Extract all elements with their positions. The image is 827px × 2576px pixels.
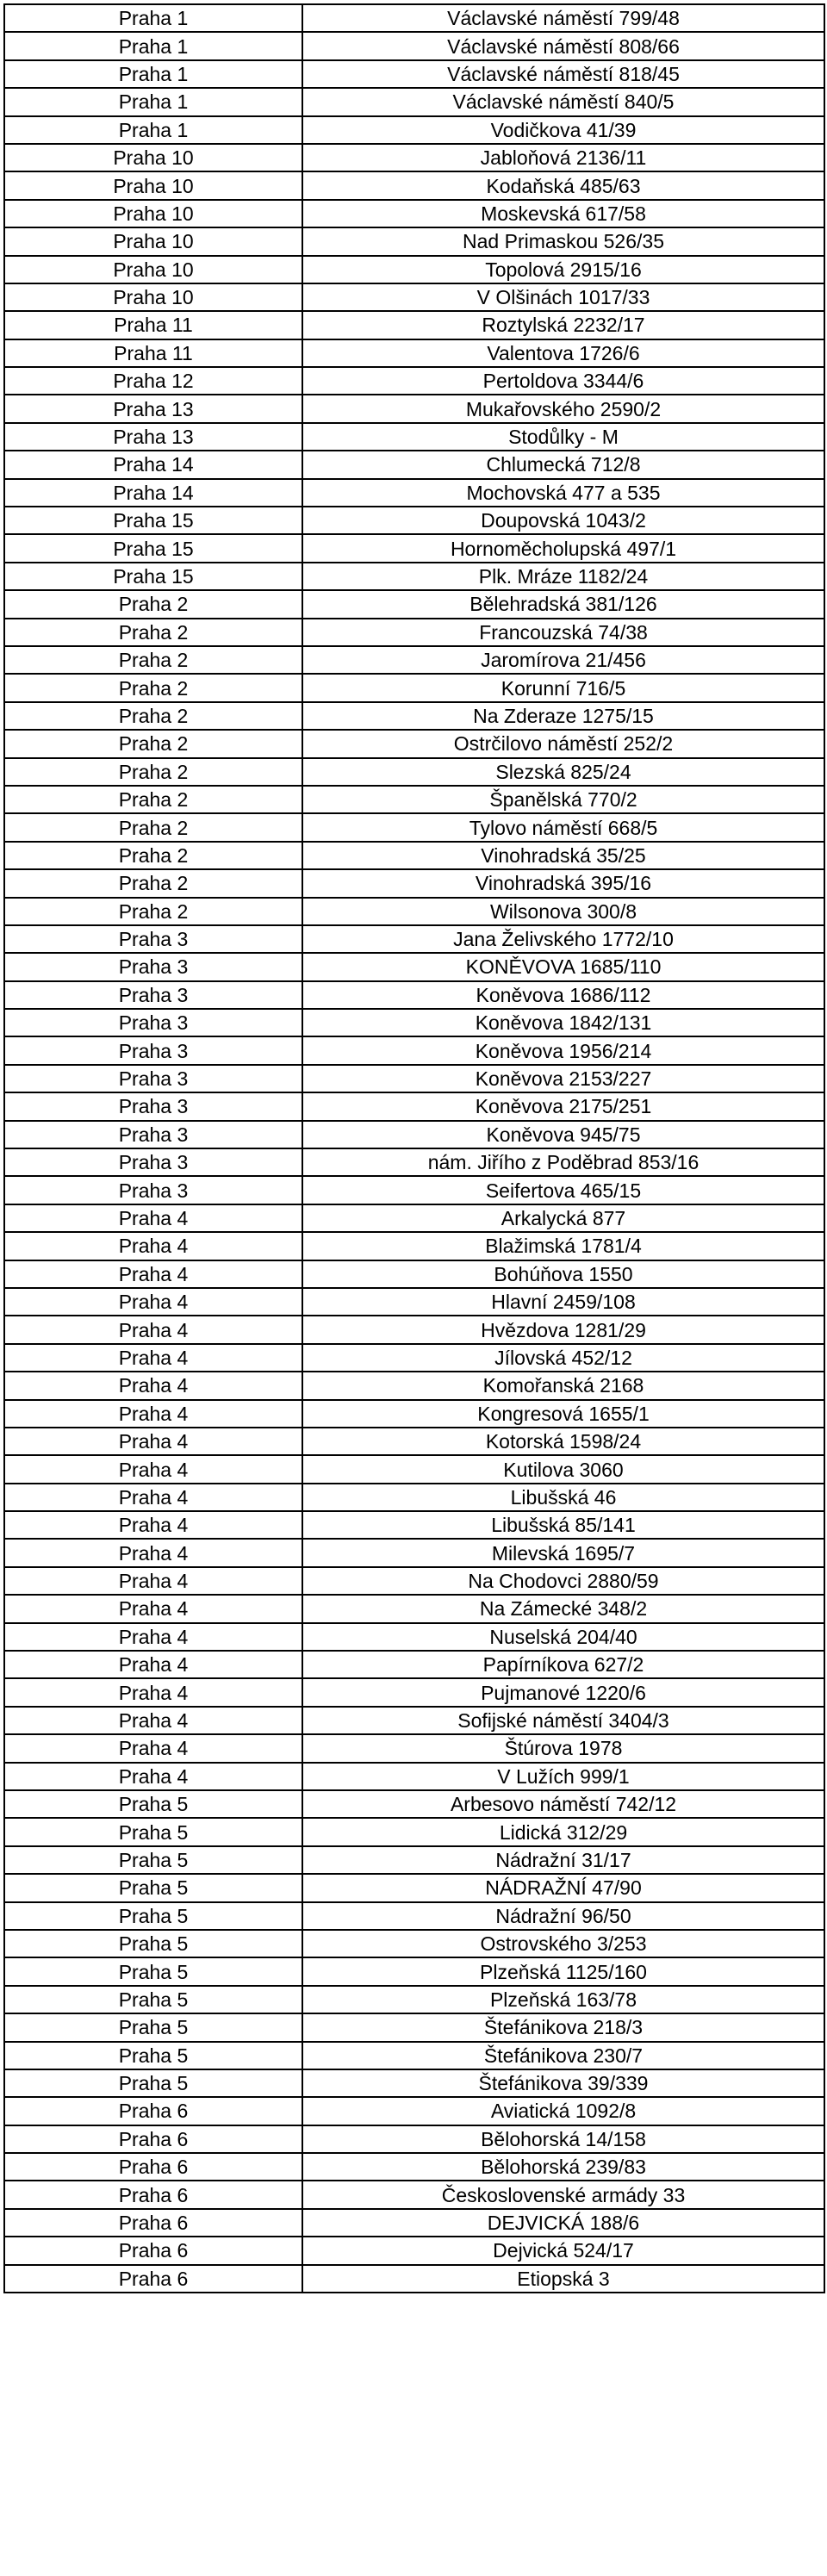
- table-row: [4, 1846, 824, 1874]
- table-row: [4, 2013, 824, 2041]
- address-cell: Štúrova 1978: [302, 1734, 824, 1762]
- district-cell: Praha 10: [4, 171, 302, 199]
- address-cell: Nádražní 31/17: [302, 1846, 824, 1874]
- table-row: [4, 1484, 824, 1511]
- table-row: [4, 1121, 824, 1148]
- district-cell: Praha 4: [4, 1763, 302, 1790]
- address-table-body: [4, 4, 824, 2293]
- address-cell: Koněvova 1842/131: [302, 1009, 824, 1036]
- table-row: [4, 786, 824, 813]
- district-cell: Praha 15: [4, 507, 302, 534]
- district-cell: Praha 4: [4, 1372, 302, 1399]
- address-cell: Dejvická 524/17: [302, 2237, 824, 2264]
- table-row: [4, 2209, 824, 2237]
- address-cell: Chlumecká 712/8: [302, 451, 824, 478]
- district-cell: Praha 5: [4, 1986, 302, 2013]
- district-cell: Praha 3: [4, 1148, 302, 1176]
- address-cell: V Lužích 999/1: [302, 1763, 824, 1790]
- district-cell: Praha 4: [4, 1288, 302, 1316]
- address-cell: Štefánikova 39/339: [302, 2069, 824, 2097]
- district-cell: Praha 10: [4, 144, 302, 171]
- table-row: [4, 1986, 824, 2013]
- address-cell: Československé armády 33: [302, 2181, 824, 2208]
- district-cell: Praha 4: [4, 1595, 302, 1622]
- district-cell: Praha 3: [4, 1036, 302, 1064]
- district-cell: Praha 13: [4, 395, 302, 422]
- table-row: [4, 227, 824, 255]
- district-cell: Praha 3: [4, 1176, 302, 1204]
- table-row: [4, 1372, 824, 1399]
- address-cell: Koněvova 945/75: [302, 1121, 824, 1148]
- address-cell: Arkalycká 877: [302, 1204, 824, 1232]
- address-cell: Na Zderaze 1275/15: [302, 702, 824, 730]
- table-row: [4, 1651, 824, 1678]
- table-row: [4, 256, 824, 283]
- table-row: [4, 674, 824, 701]
- address-cell: Koněvova 2153/227: [302, 1065, 824, 1092]
- district-cell: Praha 5: [4, 1874, 302, 1901]
- address-cell: Plk. Mráze 1182/24: [302, 563, 824, 590]
- district-cell: Praha 6: [4, 2265, 302, 2293]
- address-cell: Kodaňská 485/63: [302, 171, 824, 199]
- district-cell: Praha 5: [4, 1930, 302, 1957]
- address-cell: Papírníkova 627/2: [302, 1651, 824, 1678]
- address-cell: Hlavní 2459/108: [302, 1288, 824, 1316]
- district-cell: Praha 4: [4, 1651, 302, 1678]
- table-row: [4, 283, 824, 311]
- address-cell: Vinohradská 395/16: [302, 869, 824, 897]
- table-row: [4, 395, 824, 422]
- address-cell: Václavské náměstí 799/48: [302, 4, 824, 32]
- district-cell: Praha 2: [4, 646, 302, 674]
- address-cell: Nad Primaskou 526/35: [302, 227, 824, 255]
- district-cell: Praha 1: [4, 60, 302, 88]
- address-cell: Seifertova 465/15: [302, 1176, 824, 1204]
- address-cell: Václavské náměstí 808/66: [302, 32, 824, 59]
- address-cell: Hvězdova 1281/29: [302, 1316, 824, 1343]
- table-row: [4, 423, 824, 451]
- address-cell: Štefánikova 230/7: [302, 2042, 824, 2069]
- table-row: [4, 1036, 824, 1064]
- address-cell: Topolová 2915/16: [302, 256, 824, 283]
- address-cell: Bělohorská 14/158: [302, 2125, 824, 2153]
- table-row: [4, 981, 824, 1009]
- district-cell: Praha 4: [4, 1539, 302, 1566]
- district-cell: Praha 10: [4, 227, 302, 255]
- address-cell: KONĚVOVA 1685/110: [302, 953, 824, 980]
- address-cell: Mukařovského 2590/2: [302, 395, 824, 422]
- address-cell: Valentova 1726/6: [302, 339, 824, 367]
- address-cell: Nuselská 204/40: [302, 1623, 824, 1651]
- address-cell: Na Zámecké 348/2: [302, 1595, 824, 1622]
- district-cell: Praha 6: [4, 2237, 302, 2264]
- district-cell: Praha 5: [4, 2042, 302, 2069]
- district-cell: Praha 2: [4, 898, 302, 925]
- table-row: [4, 2097, 824, 2125]
- address-cell: Libušská 46: [302, 1484, 824, 1511]
- table-row: [4, 1930, 824, 1957]
- district-cell: Praha 5: [4, 1818, 302, 1845]
- address-cell: Plzeňská 1125/160: [302, 1957, 824, 1985]
- table-row: [4, 1734, 824, 1762]
- district-cell: Praha 1: [4, 32, 302, 59]
- address-cell: Jana Želivského 1772/10: [302, 925, 824, 953]
- address-cell: Bohúňova 1550: [302, 1260, 824, 1288]
- district-cell: Praha 2: [4, 674, 302, 701]
- district-cell: Praha 4: [4, 1260, 302, 1288]
- district-cell: Praha 2: [4, 869, 302, 897]
- address-cell: V Olšinách 1017/33: [302, 283, 824, 311]
- table-row: [4, 953, 824, 980]
- table-row: [4, 200, 824, 227]
- address-cell: Francouzská 74/38: [302, 619, 824, 646]
- table-row: [4, 1539, 824, 1566]
- district-cell: Praha 14: [4, 479, 302, 507]
- address-cell: Na Chodovci 2880/59: [302, 1567, 824, 1595]
- table-row: [4, 646, 824, 674]
- district-cell: Praha 1: [4, 4, 302, 32]
- table-row: [4, 1400, 824, 1428]
- district-cell: Praha 3: [4, 953, 302, 980]
- district-cell: Praha 10: [4, 256, 302, 283]
- district-cell: Praha 4: [4, 1204, 302, 1232]
- address-cell: Koněvova 1956/214: [302, 1036, 824, 1064]
- table-row: [4, 2265, 824, 2293]
- table-row: [4, 1957, 824, 1985]
- table-row: [4, 1623, 824, 1651]
- table-row: [4, 1707, 824, 1734]
- address-cell: Stodůlky - M: [302, 423, 824, 451]
- table-row: [4, 1148, 824, 1176]
- table-row: [4, 339, 824, 367]
- address-cell: Jaromírova 21/456: [302, 646, 824, 674]
- table-row: [4, 1455, 824, 1483]
- district-cell: Praha 6: [4, 2181, 302, 2208]
- table-row: [4, 144, 824, 171]
- district-cell: Praha 5: [4, 1902, 302, 1930]
- table-row: [4, 702, 824, 730]
- district-cell: Praha 4: [4, 1455, 302, 1483]
- address-cell: DEJVICKÁ 188/6: [302, 2209, 824, 2237]
- district-cell: Praha 5: [4, 2069, 302, 2097]
- address-cell: Aviatická 1092/8: [302, 2097, 824, 2125]
- table-row: [4, 898, 824, 925]
- address-cell: Václavské náměstí 818/45: [302, 60, 824, 88]
- district-cell: Praha 4: [4, 1400, 302, 1428]
- district-cell: Praha 5: [4, 1790, 302, 1818]
- address-cell: Pujmanové 1220/6: [302, 1678, 824, 1706]
- district-cell: Praha 10: [4, 200, 302, 227]
- district-cell: Praha 4: [4, 1232, 302, 1260]
- table-row: [4, 1065, 824, 1092]
- table-row: [4, 1092, 824, 1120]
- table-row: [4, 1595, 824, 1622]
- district-cell: Praha 4: [4, 1511, 302, 1539]
- table-row: [4, 1511, 824, 1539]
- district-cell: Praha 5: [4, 1957, 302, 1985]
- district-cell: Praha 3: [4, 1092, 302, 1120]
- address-cell: Mochovská 477 a 535: [302, 479, 824, 507]
- address-cell: Jílovská 452/12: [302, 1344, 824, 1372]
- table-row: [4, 1902, 824, 1930]
- table-row: [4, 367, 824, 395]
- district-cell: Praha 2: [4, 619, 302, 646]
- district-cell: Praha 3: [4, 925, 302, 953]
- address-cell: Tylovo náměstí 668/5: [302, 813, 824, 841]
- district-cell: Praha 2: [4, 702, 302, 730]
- table-row: [4, 311, 824, 339]
- address-cell: Hornoměcholupská 497/1: [302, 534, 824, 562]
- address-cell: Nádražní 96/50: [302, 1902, 824, 1930]
- table-row: [4, 171, 824, 199]
- address-cell: Libušská 85/141: [302, 1511, 824, 1539]
- table-row: [4, 1428, 824, 1455]
- district-cell: Praha 12: [4, 367, 302, 395]
- address-cell: Vodičkova 41/39: [302, 116, 824, 144]
- table-row: [4, 590, 824, 618]
- district-cell: Praha 2: [4, 730, 302, 757]
- address-cell: Etiopská 3: [302, 2265, 824, 2293]
- table-row: [4, 813, 824, 841]
- address-cell: Arbesovo náměstí 742/12: [302, 1790, 824, 1818]
- table-row: [4, 2125, 824, 2153]
- table-row: [4, 730, 824, 757]
- address-cell: Doupovská 1043/2: [302, 507, 824, 534]
- address-cell: Roztylská 2232/17: [302, 311, 824, 339]
- table-row: [4, 1344, 824, 1372]
- table-row: [4, 2042, 824, 2069]
- district-cell: Praha 4: [4, 1484, 302, 1511]
- address-cell: Kongresová 1655/1: [302, 1400, 824, 1428]
- table-row: [4, 2237, 824, 2264]
- address-cell: Bělehradská 381/126: [302, 590, 824, 618]
- district-cell: Praha 13: [4, 423, 302, 451]
- district-cell: Praha 4: [4, 1344, 302, 1372]
- address-cell: Pertoldova 3344/6: [302, 367, 824, 395]
- table-row: [4, 1204, 824, 1232]
- district-cell: Praha 2: [4, 758, 302, 786]
- address-cell: Kutilova 3060: [302, 1455, 824, 1483]
- table-row: [4, 925, 824, 953]
- table-row: [4, 2181, 824, 2208]
- district-cell: Praha 6: [4, 2097, 302, 2125]
- table-row: [4, 4, 824, 32]
- district-cell: Praha 2: [4, 786, 302, 813]
- address-cell: Wilsonova 300/8: [302, 898, 824, 925]
- district-cell: Praha 15: [4, 534, 302, 562]
- district-cell: Praha 4: [4, 1428, 302, 1455]
- district-cell: Praha 1: [4, 88, 302, 115]
- district-cell: Praha 3: [4, 981, 302, 1009]
- district-cell: Praha 5: [4, 1846, 302, 1874]
- district-cell: Praha 3: [4, 1009, 302, 1036]
- district-cell: Praha 4: [4, 1734, 302, 1762]
- table-row: [4, 1316, 824, 1343]
- address-cell: Vinohradská 35/25: [302, 842, 824, 869]
- address-cell: Blažimská 1781/4: [302, 1232, 824, 1260]
- district-cell: Praha 2: [4, 813, 302, 841]
- table-row: [4, 1874, 824, 1901]
- address-cell: NÁDRAŽNÍ 47/90: [302, 1874, 824, 1901]
- table-row: [4, 563, 824, 590]
- district-cell: Praha 3: [4, 1065, 302, 1092]
- table-row: [4, 1790, 824, 1818]
- address-cell: Korunní 716/5: [302, 674, 824, 701]
- district-cell: Praha 4: [4, 1623, 302, 1651]
- district-cell: Praha 3: [4, 1121, 302, 1148]
- table-row: [4, 116, 824, 144]
- table-row: [4, 479, 824, 507]
- address-cell: Koněvova 2175/251: [302, 1092, 824, 1120]
- district-cell: Praha 4: [4, 1707, 302, 1734]
- table-row: [4, 507, 824, 534]
- district-cell: Praha 6: [4, 2209, 302, 2237]
- address-cell: Koněvova 1686/112: [302, 981, 824, 1009]
- table-row: [4, 88, 824, 115]
- table-row: [4, 758, 824, 786]
- address-cell: Slezská 825/24: [302, 758, 824, 786]
- address-cell: Štefánikova 218/3: [302, 2013, 824, 2041]
- district-cell: Praha 2: [4, 590, 302, 618]
- address-cell: Sofijské náměstí 3404/3: [302, 1707, 824, 1734]
- table-row: [4, 2153, 824, 2181]
- table-row: [4, 451, 824, 478]
- address-cell: Plzeňská 163/78: [302, 1986, 824, 2013]
- district-cell: Praha 10: [4, 283, 302, 311]
- table-row: [4, 842, 824, 869]
- table-row: [4, 619, 824, 646]
- address-cell: Komořanská 2168: [302, 1372, 824, 1399]
- address-cell: Lidická 312/29: [302, 1818, 824, 1845]
- district-cell: Praha 1: [4, 116, 302, 144]
- table-row: [4, 1009, 824, 1036]
- table-row: [4, 1176, 824, 1204]
- table-row: [4, 1260, 824, 1288]
- table-row: [4, 1818, 824, 1845]
- table-row: [4, 32, 824, 59]
- table-row: [4, 1678, 824, 1706]
- address-cell: Španělská 770/2: [302, 786, 824, 813]
- district-cell: Praha 15: [4, 563, 302, 590]
- table-row: [4, 2069, 824, 2097]
- address-cell: Kotorská 1598/24: [302, 1428, 824, 1455]
- district-cell: Praha 4: [4, 1567, 302, 1595]
- address-cell: Moskevská 617/58: [302, 200, 824, 227]
- district-cell: Praha 4: [4, 1678, 302, 1706]
- table-row: [4, 1232, 824, 1260]
- district-cell: Praha 6: [4, 2153, 302, 2181]
- table-row: [4, 1567, 824, 1595]
- district-cell: Praha 4: [4, 1316, 302, 1343]
- address-cell: nám. Jiřího z Poděbrad 853/16: [302, 1148, 824, 1176]
- address-cell: Ostrčilovo náměstí 252/2: [302, 730, 824, 757]
- address-table: [3, 3, 825, 2293]
- address-cell: Ostrovského 3/253: [302, 1930, 824, 1957]
- address-cell: Milevská 1695/7: [302, 1539, 824, 1566]
- district-cell: Praha 2: [4, 842, 302, 869]
- address-cell: Jabloňová 2136/11: [302, 144, 824, 171]
- address-cell: Václavské náměstí 840/5: [302, 88, 824, 115]
- address-cell: Bělohorská 239/83: [302, 2153, 824, 2181]
- district-cell: Praha 14: [4, 451, 302, 478]
- table-row: [4, 869, 824, 897]
- district-cell: Praha 11: [4, 311, 302, 339]
- district-cell: Praha 6: [4, 2125, 302, 2153]
- table-row: [4, 60, 824, 88]
- district-cell: Praha 11: [4, 339, 302, 367]
- district-cell: Praha 5: [4, 2013, 302, 2041]
- table-row: [4, 1763, 824, 1790]
- table-row: [4, 534, 824, 562]
- table-row: [4, 1288, 824, 1316]
